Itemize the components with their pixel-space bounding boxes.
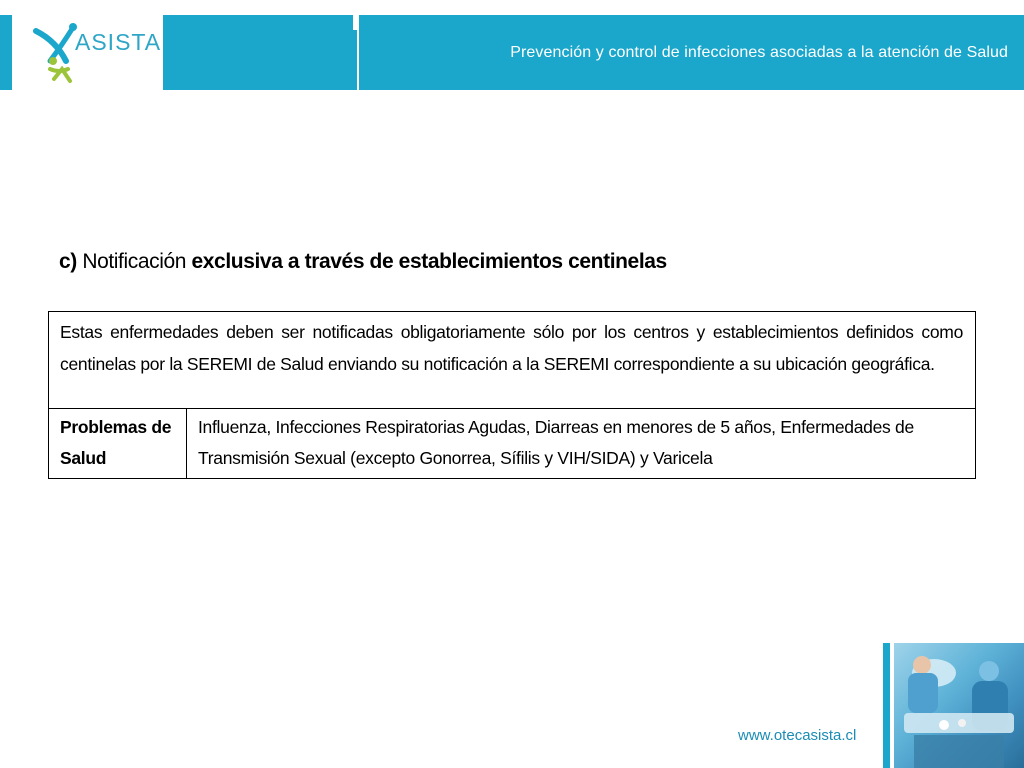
- header-divider: [353, 30, 357, 90]
- footer-accent-bar: [883, 643, 890, 768]
- section-heading: [59, 250, 667, 274]
- left-accent-bar: [0, 15, 12, 90]
- notification-table: [48, 311, 976, 479]
- header-banner-left: [163, 15, 353, 90]
- footer-link[interactable]: www.otecasista.cl: [738, 727, 857, 744]
- header-banner: [359, 15, 1024, 90]
- logo: [12, 15, 163, 90]
- heading-prefix: c): [59, 250, 77, 273]
- description-cell: Estas enfermedades deben ser notificadas obligatoriamente sólo por los centros y establecimientos definidos como centinelas por la SEREMI de Salud enviando su notificación a la SEREMI correspondiente a su ubicación geográfica.: [49, 312, 976, 409]
- surgery-photo-icon: [894, 643, 1024, 768]
- page-title: Prevención y control de infecciones asociadas a la atención de Salud: [510, 43, 1008, 61]
- heading-bold: exclusiva a través de establecimientos centinelas: [191, 250, 667, 273]
- row-label-cell: Problemas de Salud: [49, 409, 187, 479]
- table-row: [49, 312, 976, 409]
- table-row: [49, 409, 976, 479]
- row-value-cell: Influenza, Infecciones Respiratorias Agudas, Diarreas en menores de 5 años, Enfermedades de Transmisión Sexual (excepto Gonorrea, Sífilis y VIH/SIDA) y Varicela: [187, 409, 976, 479]
- footer-photo: [894, 643, 1024, 768]
- logo-text: ASISTA: [75, 29, 162, 55]
- heading-normal: Notificación: [82, 250, 187, 273]
